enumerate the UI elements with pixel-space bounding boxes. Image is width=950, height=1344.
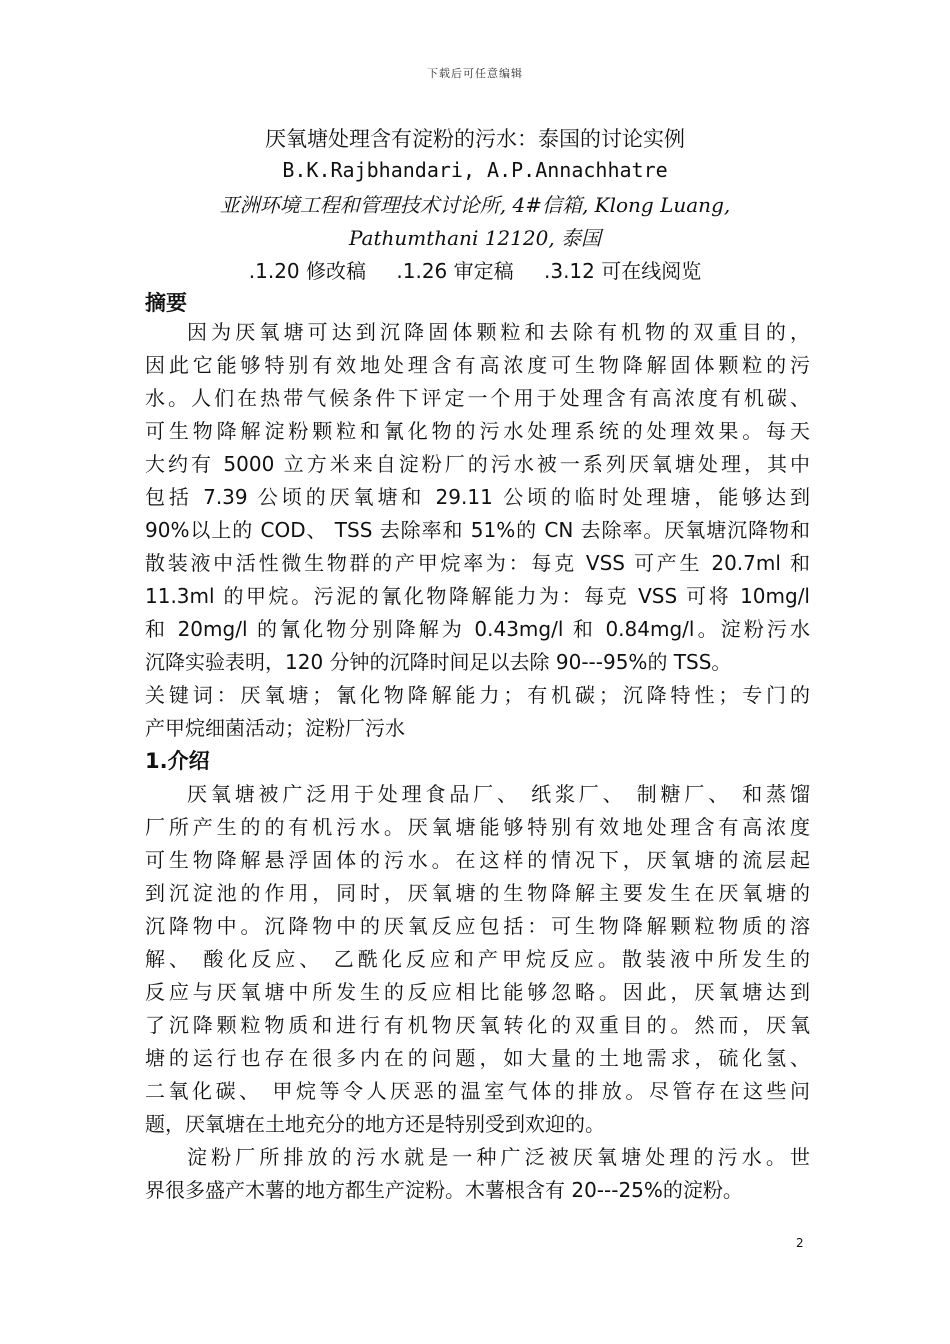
abstract-line: 11.3ml 的甲烷。污泥的氰化物降解能力为：每克 VSS 可将 10mg/l	[145, 584, 810, 608]
affiliation-line-2: Pathumthani 12120, 泰国	[348, 226, 602, 250]
intro-line: 题，厌氧塘在土地充分的地方还是特别受到欢迎的。	[145, 1112, 605, 1136]
intro-line: 沉降物中。沉降物中的厌氧反应包括：可生物降解颗粒物质的溶	[145, 914, 810, 938]
document-title: 厌氧塘处理含有淀粉的污水：泰国的讨论实例	[265, 127, 685, 151]
header-note: 下载后可任意编辑	[427, 67, 523, 80]
affiliation-line-1: 亚洲环境工程和管理技术讨论所, 4#信箱, Klong Luang,	[219, 193, 731, 217]
intro-line: 塘的运行也存在很多内在的问题，如大量的土地需求，硫化氢、	[145, 1046, 810, 1070]
abstract-line: 和 20mg/l 的氰化物分别降解为 0.43mg/l 和 0.84mg/l。淀粉污水	[145, 617, 810, 641]
intro-line: 了沉降颗粒物质和进行有机物厌氧转化的双重目的。然而，厌氧	[145, 1013, 810, 1037]
abstract-line: 包括 7.39 公顷的厌氧塘和 29.11 公顷的临时处理塘，能够达到	[145, 485, 810, 509]
keywords-line: 产甲烷细菌活动；淀粉厂污水	[145, 716, 405, 740]
intro-heading: 1.介绍	[145, 749, 210, 773]
page-number: 2	[796, 1236, 804, 1250]
intro-line: 到沉淀池的作用，同时，厌氧塘的生物降解主要发生在厌氧塘的	[145, 881, 810, 905]
intro-line: 淀粉厂所排放的污水就是一种广泛被厌氧塘处理的污水。世	[187, 1145, 810, 1169]
date-reviewed: .1.26 审定稿	[396, 259, 514, 283]
intro-line: 厂所产生的的有机污水。厌氧塘能够特别有效地处理含有高浓度	[145, 815, 810, 839]
date-online: .3.12 可在线阅览	[543, 259, 702, 283]
abstract-line: 大约有 5000 立方米来自淀粉厂的污水被一系列厌氧塘处理，其中	[145, 452, 810, 476]
revision-dates	[0, 255, 950, 284]
abstract-heading: 摘要	[145, 291, 187, 315]
intro-line: 可生物降解悬浮固体的污水。在这样的情况下，厌氧塘的流层起	[145, 848, 810, 872]
abstract-line: 可生物降解淀粉颗粒和氰化物的污水处理系统的处理效果。每天	[145, 419, 810, 443]
authors: B.K.Rajbhandari, A.P.Annachhatre	[282, 158, 668, 182]
keywords-line: 关键词：厌氧塘；氰化物降解能力；有机碳；沉降特性；专门的	[145, 683, 810, 707]
intro-line: 反应与厌氧塘中所发生的反应相比能够忽略。因此，厌氧塘达到	[145, 980, 810, 1004]
intro-line: 厌氧塘被广泛用于处理食品厂、 纸浆厂、 制糖厂、 和蒸馏	[187, 782, 810, 806]
intro-line: 二氧化碳、 甲烷等令人厌恶的温室气体的排放。尽管存在这些问	[145, 1079, 810, 1103]
abstract-line: 散装液中活性微生物群的产甲烷率为：每克 VSS 可产生 20.7ml 和	[145, 551, 810, 575]
abstract-line: 90%以上的 COD、 TSS 去除率和 51%的 CN 去除率。厌氧塘沉降物和	[145, 518, 810, 542]
abstract-line: 因为厌氧塘可达到沉降固体颗粒和去除有机物的双重目的，	[187, 320, 810, 344]
intro-line: 界很多盛产木薯的地方都生产淀粉。木薯根含有 20---25%的淀粉。	[145, 1178, 743, 1202]
intro-line: 解、 酸化反应、 乙酰化反应和产甲烷反应。散装液中所发生的	[145, 947, 810, 971]
date-revised: .1.20 修改稿	[248, 259, 367, 283]
abstract-line: 因此它能够特别有效地处理含有高浓度可生物降解固体颗粒的污	[145, 353, 810, 377]
abstract-line: 水。人们在热带气候条件下评定一个用于处理含有高浓度有机碳、	[145, 386, 810, 410]
abstract-line: 沉降实验表明，120 分钟的沉降时间足以去除 90---95%的 TSS。	[145, 650, 732, 674]
